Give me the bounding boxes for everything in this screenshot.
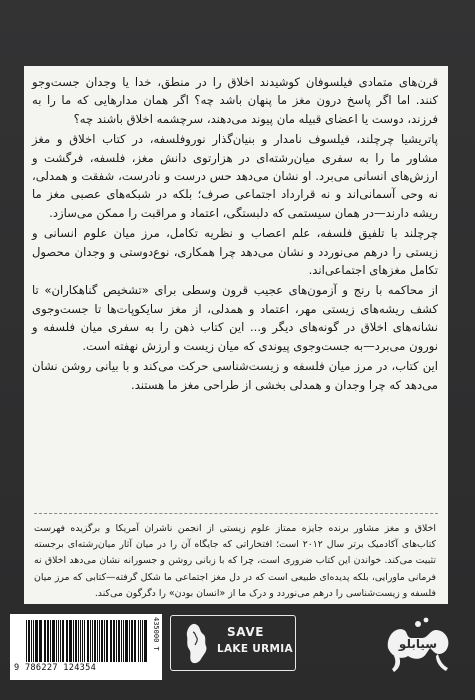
barcode-bar [92, 620, 93, 662]
barcode-bar [131, 620, 133, 662]
publisher-logo-icon [378, 608, 460, 682]
barcode-bar [129, 620, 130, 662]
barcode-bar [26, 620, 27, 662]
barcode-bar [78, 620, 79, 662]
barcode-bar [104, 620, 105, 662]
barcode-bar [106, 620, 109, 662]
barcode-bar [116, 620, 117, 662]
cover-footer [0, 604, 475, 700]
barcode-bar [118, 620, 120, 662]
barcode-bar [56, 620, 57, 662]
barcode-bar [47, 620, 49, 662]
barcode-bar [140, 620, 141, 662]
barcode-bar [58, 620, 59, 662]
barcode-bar [82, 620, 83, 662]
barcode-bar [110, 620, 111, 662]
barcode-bar [44, 620, 45, 662]
barcode-bar [142, 620, 143, 662]
barcode-bars [26, 620, 148, 662]
dashed-divider [34, 513, 438, 514]
barcode-bar [121, 620, 122, 662]
barcode-bar [123, 620, 124, 662]
barcode-bar [60, 620, 62, 662]
barcode-bar [52, 620, 55, 662]
barcode-bar [39, 620, 40, 662]
barcode-bar [94, 620, 96, 662]
barcode-bar [73, 620, 74, 662]
publisher-name: سیابلو [398, 637, 438, 651]
barcode-bar [66, 620, 67, 662]
blurb-text: اخلاق و مغز مشاور برنده جایزه ممتاز علوم زیستی از انجمن ناشران آمریکا و برگزیده فهرست کتاب‌های آکادمیک برتر سال ۲۰۱۲ است؛ افتخاراتی که جایگاه آن را در میان آثار میان‌رشته‌ای برجسته تثبیت می‌کند. خواندن این کتاب ضروری است، چرا که با زبانی روشن و جسورانه نشان می‌دهد اخلاق نه فرمانی ماورایی، بلکه پدیده‌ای طبیعی است که در دل مغز اجتماعی ما شکل گرفته—کتابی که مرز میان فلسفه و زیست‌شناسی را درهم می‌نوردد و درک ما از «انسان بودن» را دگرگون می‌کند. [34, 523, 436, 599]
barcode-bar [97, 620, 98, 662]
barcode-bar [50, 620, 51, 662]
barcode-bar [138, 620, 140, 662]
barcode-bar [125, 620, 128, 662]
award-blurb [34, 521, 436, 602]
barcode-bar [87, 620, 90, 662]
barcode-bar [111, 620, 112, 662]
lake-urmia-map-icon [179, 622, 213, 666]
barcode-bar [101, 620, 103, 662]
barcode-bar [69, 620, 72, 662]
barcode-bar [99, 620, 100, 662]
barcode-bar [84, 620, 86, 662]
barcode-bar [80, 620, 81, 662]
description-text [32, 73, 438, 394]
text-panel [24, 66, 448, 604]
barcode-bar [40, 620, 42, 662]
paragraph-2: پاتریشیا چرچلند، فیلسوف نامدار و بنیان‌گذار نوروفلسفه، در کتاب اخلاق و مغز مشاور ما را به سفری میان‌رشته‌ای در هزارتوی دانش مغز، فلسفه، فرگشت و ارزش‌های انسانی می‌برد. او نشان می‌دهد حس درست و نادرست، شفقت و همدلی، نه وحی آسمانی‌اند و نه قرارداد اجتماعی صرف؛ بلکه در شبکه‌های عصبی مغز ما ریشه دارند—در همان سیستمی که دلبستگی، اعتماد و مراقبت را ممکن می‌سازد. [32, 132, 438, 220]
barcode-bar [113, 620, 115, 662]
barcode-bar [35, 620, 38, 662]
barcode-bar [33, 620, 34, 662]
barcode-bar [31, 620, 32, 662]
barcode-bar [67, 620, 68, 662]
barcode-bar [144, 620, 147, 662]
barcode-bar [90, 620, 91, 662]
paragraph-3: چرچلند با تلفیق فلسفه، علم اعصاب و نظریه تکامل، مرز میان علوم انسانی و زیستی را درهم می‌نوردد و نشان می‌دهد چرا همکاری، نوع‌دوستی و وجدان محصول تکامل مغزهای اجتماعی‌اند. [32, 226, 438, 278]
save-text: SAVE [227, 625, 264, 639]
paragraph-4: از محاکمه با رنج و آزمون‌های عجیب قرون وسطی برای «تشخیص گناهکاران» تا کشف ریشه‌های زیستی مهر، اعتماد و همدلی، از مغز سایکوپات‌ها تا جست‌وجوی نشانه‌های اخلاق در گونه‌های دیگر و... این کتاب ذهن را به سفری میان فلسفه و نورون می‌برد—به جست‌وجوی پیوندی که میان زیست و ارزش نهفته است. [32, 283, 438, 353]
price-code: 435000 T [152, 617, 160, 651]
paragraph-5: این کتاب، در مرز میان فلسفه و زیست‌شناسی حرکت می‌کند و با بیانی روشن نشان می‌دهد که چرا وجدان و همدلی بخشی از طراحی مغز ما هستند. [32, 359, 438, 392]
save-lake-urmia-badge [170, 615, 296, 671]
barcode-bar [62, 620, 64, 662]
barcode-number: 9 786227 124354 [14, 663, 97, 673]
barcode-bar [135, 620, 136, 662]
barcode-bar [75, 620, 77, 662]
barcode-bar [134, 620, 135, 662]
paragraph-1: قرن‌های متمادی فیلسوفان کوشیدند اخلاق را در منطق، خدا یا وجدان جست‌وجو کنند. اما اگر پاسخ درون مغز ما پنهان باشد چه؟ اگر همان مدارهایی که ما را به فرزند، دوست یا اعضای قبیله مان پیوند می‌دهند، سرچشمه اخلاق باشند چه؟ [32, 75, 438, 126]
barcode-bar [28, 620, 30, 662]
lake-urmia-text: LAKE URMIA [217, 643, 293, 655]
barcode-bar [45, 620, 46, 662]
isbn-barcode [10, 614, 162, 680]
